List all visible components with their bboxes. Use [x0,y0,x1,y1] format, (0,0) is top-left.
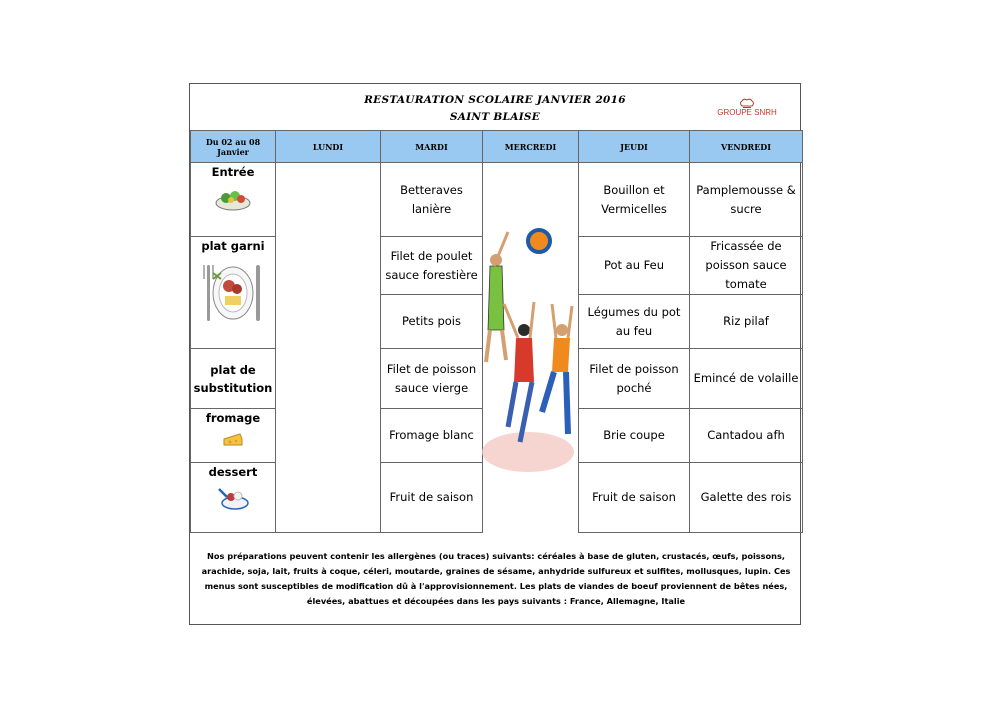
cell-mardi-dessert: Fruit de saison [381,463,483,533]
category-plat-garni: plat garni [191,237,276,349]
cell-jeudi-garniture: Légumes du pot au feu [579,295,690,349]
cell-vendredi-dessert: Galette des rois [690,463,803,533]
menu-title [190,92,800,126]
cell-mardi-plat: Filet de poulet sauce forestière [381,237,483,295]
category-fromage: fromage [191,409,276,463]
dessert-cup-icon [215,485,251,513]
cell-vendredi-substitution: Emincé de volaille [690,349,803,409]
day-header-lundi: LUNDI [276,131,381,163]
cell-mardi-fromage: Fromage blanc [381,409,483,463]
cell-vendredi-plat: Fricassée de poisson sauce tomate [690,237,803,295]
day-header-jeudi: JEUDI [579,131,690,163]
cell-jeudi-plat: Pot au Feu [579,237,690,295]
chef-hat-icon [739,98,755,108]
cheese-icon [222,431,244,447]
cell-mardi-entree: Betteraves lanière [381,163,483,237]
cell-mardi-substitution: Filet de poisson sauce vierge [381,349,483,409]
title-line-1: RESTAURATION SCOLAIRE JANVIER 2016 [364,94,626,106]
category-plat-substitution: plat de substitution [191,349,276,409]
logo-text: GROUPE SNRH [717,108,777,117]
day-header-row [191,131,803,163]
period-header: Du 02 au 08 Janvier [191,131,276,163]
cell-jeudi-entree: Bouillon et Vermicelles [579,163,690,237]
category-dessert: dessert [191,463,276,533]
salad-bowl-icon [213,185,253,213]
cell-vendredi-fromage: Cantadou afh [690,409,803,463]
cell-mardi-garniture: Petits pois [381,295,483,349]
category-entree: Entrée [191,163,276,237]
cell-jeudi-dessert: Fruit de saison [579,463,690,533]
company-logo [712,98,782,117]
cell-vendredi-entree: Pamplemousse & sucre [690,163,803,237]
day-header-mardi: MARDI [381,131,483,163]
title-line-2: SAINT BLAISE [449,111,541,123]
allergen-notice: Nos préparations peuvent contenir les allergènes (ou traces) suivants: céréales à base de gluten, crustacés, œufs, poissons, arachide, soja, lait, fruits à coque, céleri, moutarde, graines de sésame, anhydride sulfureux et sulfites, mollusques, lupin. Ces menus sont susceptibles de modification dû à l'approvisionnement. Les plats de viandes de boeuf proviennent de bêtes nées, élevées, abattues et découpées dans les pays suivants : France, Allemagne, Italie [201,551,791,606]
cell-lundi [276,163,381,533]
cell-jeudi-substitution: Filet de poisson poché [579,349,690,409]
cell-vendredi-garniture: Riz pilaf [690,295,803,349]
day-header-mercredi: MERCREDI [483,131,579,163]
cell-jeudi-fromage: Brie coupe [579,409,690,463]
day-header-vendredi: VENDREDI [690,131,803,163]
children-playing-ball-illustration [482,212,578,474]
plate-fork-knife-icon [201,259,265,325]
